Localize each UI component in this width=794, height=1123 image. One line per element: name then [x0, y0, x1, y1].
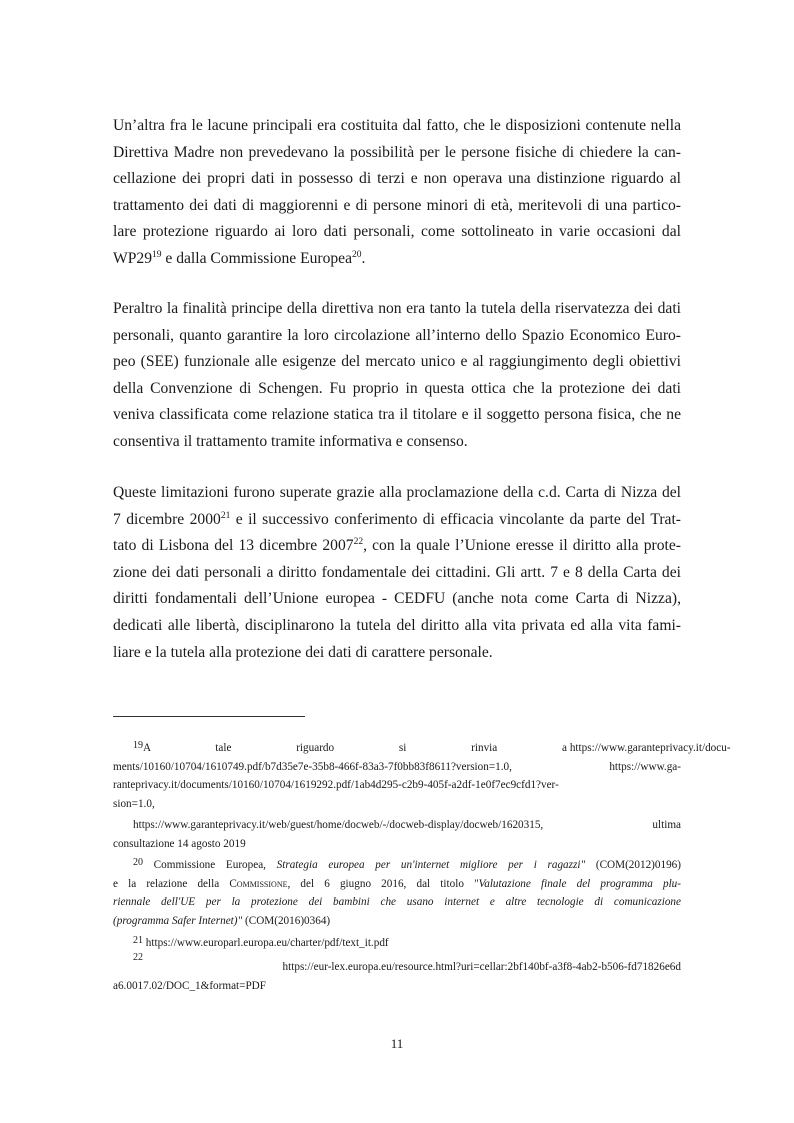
footnote-21 [113, 934, 681, 953]
footnote-link[interactable]: https://eur-lex.europa.eu/resource.html?uri=cellar:2bf140bf-a3f8-4ab2-b506-fd71826e6d [282, 961, 681, 973]
text-line: personali, quanto garantire la loro circolazione all’interno dello Spazio Economico Euro- [113, 326, 681, 344]
text-segment: tato di Lisbona del 13 dicembre 2007 [113, 537, 354, 555]
text-line: della Convenzione di Schengen. Fu proprio in questa ottica che la protezione dei dati [113, 379, 681, 397]
footnote-link[interactable]: https://www.garanteprivacy.it/docu- [569, 742, 731, 754]
text-line [113, 533, 681, 560]
footnote-line: consultazione 14 agosto 2019 [113, 837, 246, 850]
footnote-19-continued [113, 816, 681, 853]
footnote-ref-22[interactable]: 22 [353, 537, 364, 548]
text-segment: e dalla Commissione Europea [161, 249, 353, 267]
footnote-number: 19 [133, 740, 143, 751]
footnote-22 [113, 952, 681, 995]
text-line: lare protezione riguardo ai loro dati personali, come sottolineato in varie occasioni dal [113, 223, 681, 241]
footnote-line [113, 912, 681, 931]
footnote-link[interactable]: ranteprivacy.it/documents/10160/10704/1619292.pdf/1ab4d295-c2b9-405f-a2df-1e0f7ec9cfd1?ver- [113, 779, 559, 791]
text-line: cellazione dei propri dati in possesso di terzi e non operava una distinzione riguardo al [113, 170, 681, 188]
document-title: riennale dell'UE per la protezione dei bambini che usano internet e altre tecnologie di comunicazione [113, 896, 681, 908]
text-segment: , del 6 giugno 2016, dal titolo " [287, 877, 479, 890]
text-line [113, 246, 681, 273]
paragraph-2 [113, 296, 681, 456]
footnote-line [113, 893, 681, 912]
text-segment: A tale riguardo si rinvia a [143, 742, 568, 754]
text-segment: e la relazione della [113, 877, 230, 890]
document-title: Valutazione finale del programma plu- [478, 877, 681, 890]
text-line: peo (SEE) funzionale alle esigenze del mercato unico e al raggiungimento degli obiettivi [113, 353, 681, 371]
paragraph-3 [113, 480, 681, 666]
footnote-line [113, 952, 681, 977]
footnote-line [113, 739, 731, 758]
text-segment: , con la quale l’Unione eresse il diritto alla prote- [363, 537, 681, 555]
footnote-20 [113, 856, 681, 930]
footnote-ref-21[interactable]: 21 [220, 510, 231, 521]
text-line: liare e la tutela alla protezione dei dati di carattere personale. [113, 643, 493, 661]
page-number: 11 [390, 1036, 404, 1051]
footnote-link[interactable]: a6.0017.02/DOC_1&format=PDF [113, 979, 266, 992]
footnote-line [113, 934, 681, 953]
text-line: veniva classificata come relazione statica tra il titolare e il soggetto persona fisica, che ne [113, 406, 681, 424]
footnote-number: 21 [133, 935, 143, 946]
text-segment: 7 dicembre 2000 [113, 510, 221, 528]
footnote-number: 20 [133, 857, 143, 868]
document-title: (programma Safer Internet)" [113, 914, 243, 927]
text-line: Peraltro la finalità principe della direttiva non era tanto la tutela della riservatezza dei dati [113, 300, 681, 317]
text-segment: (COM(2016)0364) [242, 914, 331, 927]
text-segment: Commissione [229, 877, 288, 890]
document-title: Strategia europea per un'internet migliore per i ragazzi" [276, 859, 586, 871]
text-segment: e il successivo conferimento di efficacia vincolante da parte del Trat- [230, 510, 681, 528]
footnote-line [113, 875, 681, 894]
text-segment: Commissione Europea, [143, 859, 277, 871]
footnote-line [113, 856, 681, 875]
footnote-link[interactable]: sion=1.0, [113, 797, 155, 810]
text-segment: . [361, 249, 366, 267]
text-line: Direttiva Madre non prevedevano la possibilità per le persone fisiche di chiedere la can- [113, 143, 681, 161]
text-segment: (COM(2012)0196) [585, 859, 681, 871]
text-line [113, 507, 681, 534]
text-line: diritti fondamentali dell’Unione europea - CEDFU (anche nota come Carta di Nizza), [113, 590, 681, 608]
paragraph-1 [113, 113, 681, 273]
footnote-ref-20[interactable]: 20 [352, 249, 362, 260]
footnote-link[interactable]: ments/10160/10704/1610749.pdf/b7d35e7e-35b8-466f-83a3-7f0bb83f8611?version=1.0, https://www.ga- [113, 760, 681, 773]
footnote-separator [113, 716, 305, 717]
text-line: Queste limitazioni furono superate grazie alla proclamazione della c.d. Carta di Nizza del [113, 484, 681, 501]
text-line: trattamento dei dati di maggiorenni e di persone minori di età, meritevoli di una partico- [113, 196, 681, 214]
footnote-number: 22 [133, 952, 143, 963]
footnote-link[interactable]: https://www.garanteprivacy.it/web/guest/home/docweb/-/docweb-display/docweb/1620315, ultima [133, 819, 681, 831]
text-line: Un’altra fra le lacune principali era costituita dal fatto, che le disposizioni contenute nella [113, 117, 681, 134]
text-line: zione dei dati personali a diritto fondamentale dei cittadini. Gli artt. 7 e 8 della Carta dei [113, 563, 681, 581]
footnote-link[interactable]: https://www.europarl.europa.eu/charter/pdf/text_it.pdf [143, 937, 389, 949]
text-line: consentiva il trattamento tramite informativa e consenso. [113, 432, 468, 450]
footnote-19 [113, 739, 731, 813]
text-line: dedicati alle libertà, disciplinarono la tutela del diritto alla vita privata ed alla vita fami- [113, 616, 681, 634]
footnote-ref-19[interactable]: 19 [151, 249, 162, 260]
text-segment: WP29 [113, 249, 152, 267]
